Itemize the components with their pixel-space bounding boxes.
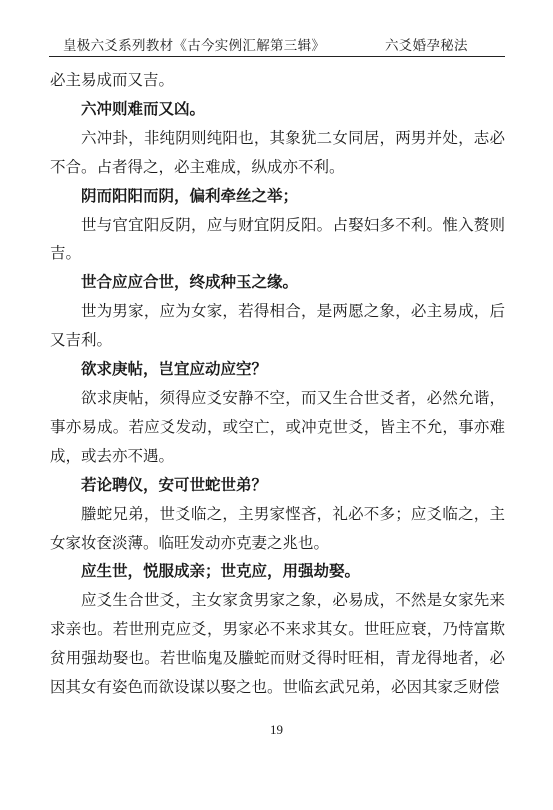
header-rule [49, 56, 505, 57]
paragraph: 六冲卦，非纯阴则纯阳也，其象犹二女同居，两男并处，志必不合。占者得之，必主难成，纵成亦不利。 [50, 128, 505, 176]
section-heading: 应生世，悦服成亲；世克应，用强劫娶。 [81, 562, 361, 581]
section-heading: 世合应应合世，终成种玉之缘。 [81, 273, 299, 292]
page-number: 19 [270, 722, 283, 737]
paragraph: 必主易成而又吉。 [50, 71, 175, 89]
paragraph: 世为男家，应为女家，若得相合，是两愿之象，必主易成，后又吉利。 [50, 302, 505, 350]
header-book-title: 皇极六爻系列教材《古今实例汇解第三辑》 [63, 38, 326, 54]
section-heading: 若论聘仪，安可世蛇世弟？ [81, 475, 268, 494]
header-chapter-title: 六爻婚孕秘法 [385, 38, 468, 54]
page-header [0, 0, 553, 62]
paragraph: 世与官宜阳反阴，应与财宜阴反阳。占娶妇多不利。惟入赘则吉。 [50, 215, 505, 263]
paragraph: 应爻生合世爻，主女家贪男家之象，必易成，不然是女家先来求亲也。若世刑克应爻，男家必不来求其女。世旺应衰，乃恃富欺贫用强劫娶也。若世临鬼及螣蛇而财爻得时旺相，青龙得地者，必因其女有姿色而欲设谋以娶之也。世临玄武兄弟，必因其家乏财偿 [50, 591, 505, 697]
section-heading: 阴而阳阳而阴，偏利牵丝之举； [81, 186, 299, 205]
section-heading: 欲求庚帖，岂宜应动应空？ [81, 360, 268, 379]
page-body [50, 66, 505, 702]
section-heading: 六冲则难而又凶。 [81, 99, 206, 118]
paragraph: 螣蛇兄弟，世爻临之，主男家悭吝，礼必不多；应爻临之，主女家妆奁淡薄。临旺发动亦克妻之兆也。 [50, 504, 505, 552]
paragraph: 欲求庚帖，须得应爻安静不空，而又生合世爻者，必然允谐，事亦易成。若应爻发动，或空亡，或冲克世爻，皆主不允，事亦难成，或去亦不遇。 [50, 388, 505, 465]
